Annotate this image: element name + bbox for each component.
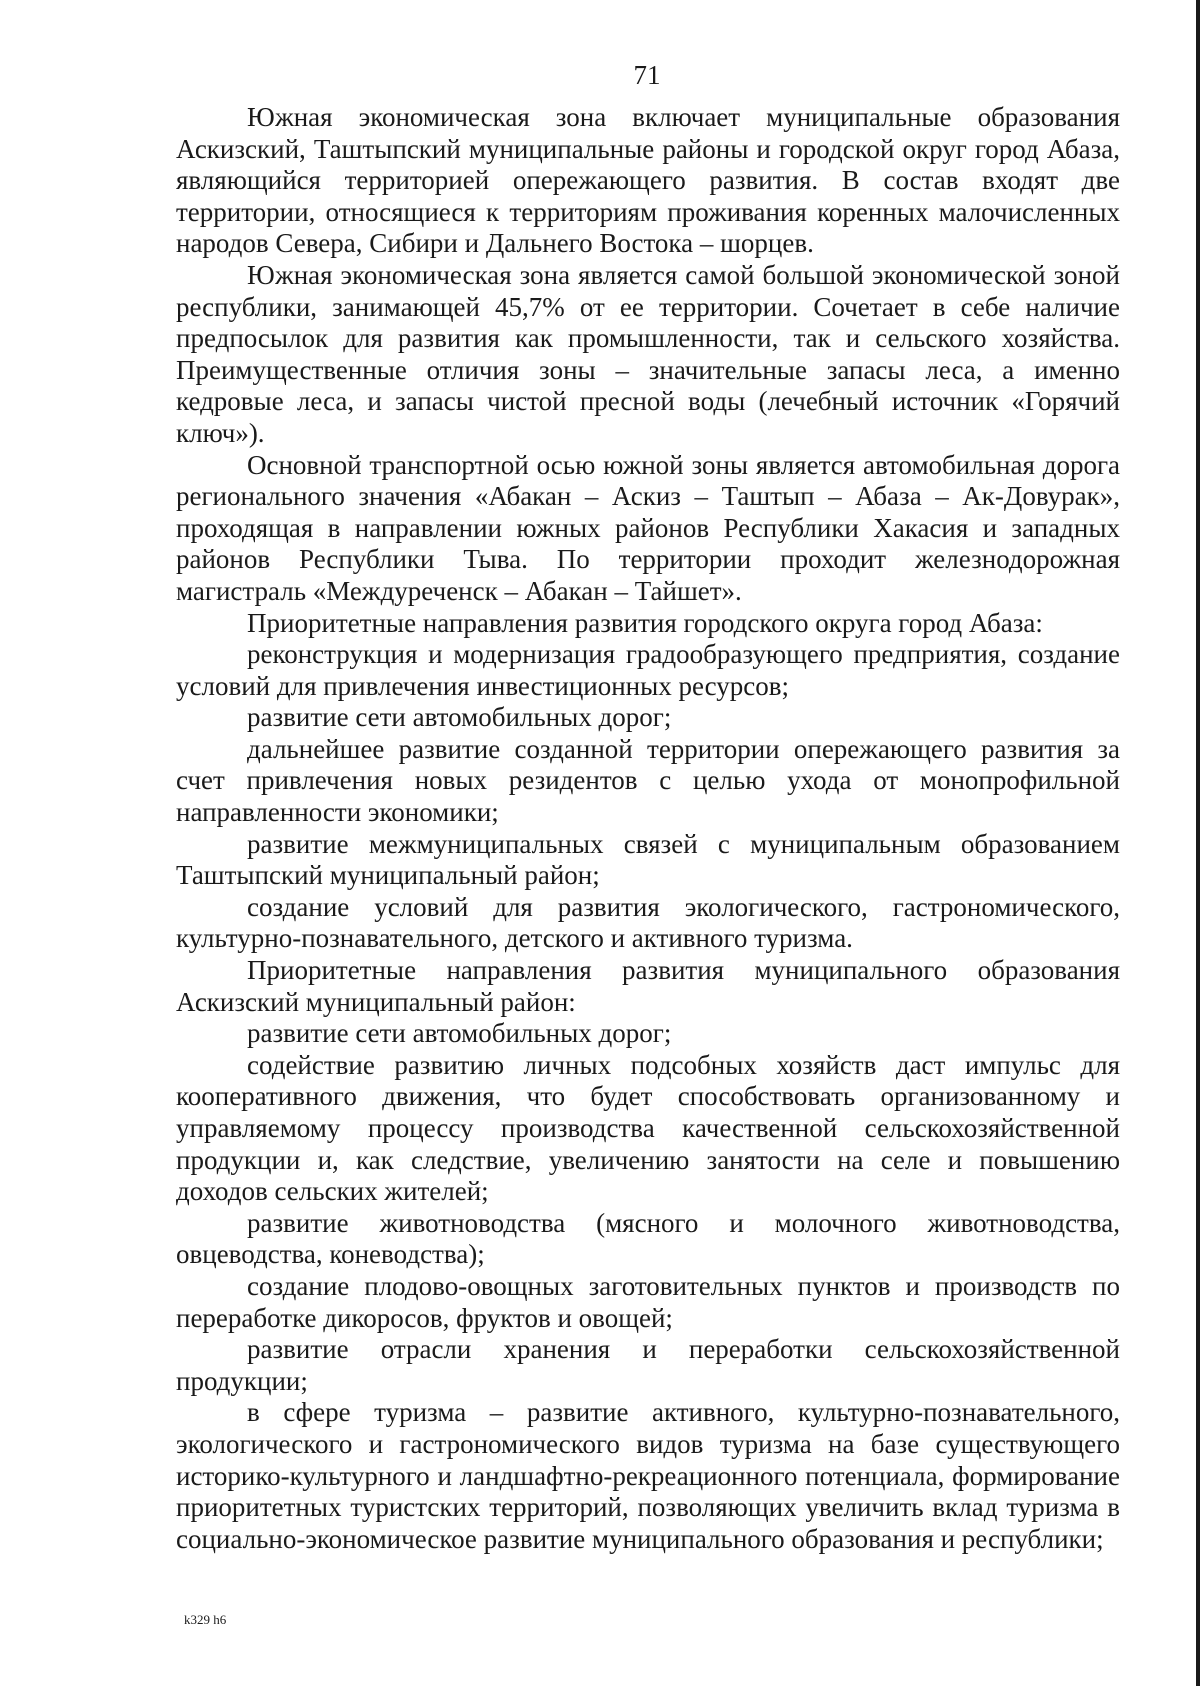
body-text — [176, 102, 1120, 1555]
list-item-askiz-roads: развитие сети автомобильных дорог; — [247, 1018, 672, 1049]
paragraph-south-zone-size: Южная экономическая зона является самой большой экономической зоной республики, занимающей 45,7% от ее территории. Сочетает в себе наличие предпосылок для развития как промышленности, так и сельского хозяйства. Преимущественные отличия зоны – значительные запасы леса, а именно кедровые леса, и запасы чистой пресной воды (лечебный источник «Горячий ключ»). — [176, 259, 1120, 448]
footer-code: k329 h6 — [184, 1612, 227, 1627]
list-item-abaza-reconstruction: реконструкция и модернизация градообразующего предприятия, создание условий для привлечения инвестиционных ресурсов; — [176, 639, 1120, 701]
list-item-askiz-livestock: развитие животноводства (мясного и молочного животноводства, овцеводства, коневодства); — [176, 1207, 1120, 1270]
paragraph-abaza-priorities-heading: Приоритетные направления развития городского округа город Абаза: — [247, 607, 1043, 638]
list-item-askiz-household-farms: содействие развитию личных подсобных хозяйств даст импульс для кооперативного движения, что будет способствовать организованному и управляемому процессу производства качественной сельскохозяйственной продукции и, как следствие, увеличению занятости на селе и повышению доходов сельских жителей; — [176, 1049, 1120, 1207]
list-item-askiz-tourism: в сфере туризма – развитие активного, культурно-познавательного, экологического и гастрономического видов туризма на базе существующего историко-культурного и ландшафтно-рекреационного потенциала, формирование приоритетных туристских территорий, позволяющих увеличить вклад туризма в социально-экономическое развитие муниципального образования и республики; — [176, 1397, 1120, 1554]
list-item-abaza-roads: развитие сети автомобильных дорог; — [247, 702, 672, 733]
paragraph-transport-axis: Основной транспортной осью южной зоны является автомобильная дорога регионального значения «Абакан – Аскиз – Таштып – Абаза – Ак-Довурак», проходящая в направлении южных районов Республики Хакасия и западных районов Республики Тыва. По территории проходит железнодорожная магистраль «Междуреченск – Абакан – Тайшет». — [176, 449, 1120, 606]
page-number: 71 — [633, 60, 661, 90]
paragraph-askiz-priorities-heading: Приоритетные направления развития муниципального образования Аскизский муниципальный район: — [176, 955, 1120, 1017]
list-item-abaza-tourism: создание условий для развития экологического, гастрономического, культурно-познавательного, детского и активного туризма. — [176, 891, 1120, 954]
list-item-abaza-intermunicipal: развитие межмуниципальных связей с муниципальным образованием Таштыпский муниципальный район; — [176, 828, 1120, 891]
page-edge-border — [1196, 0, 1200, 1686]
list-item-askiz-procurement-points: создание плодово-овощных заготовительных пунктов и производств по переработке дикоросов, фруктов и овощей; — [176, 1270, 1120, 1333]
paragraph-south-zone-composition: Южная экономическая зона включает муниципальные образования Аскизский, Таштыпский муниципальные районы и городской округ город Абаза, являющийся территорией опережающего развития. В состав входят две территории, относящиеся к территориям проживания коренных малочисленных народов Севера, Сибири и Дальнего Востока – шорцев. — [176, 102, 1120, 259]
list-item-abaza-advanced-territory: дальнейшее развитие созданной территории опережающего развития за счет привлечения новых резидентов с целью ухода от монопрофильной направленности экономики; — [176, 733, 1120, 828]
list-item-askiz-storage-processing: развитие отрасли хранения и переработки сельскохозяйственной продукции; — [176, 1334, 1120, 1396]
